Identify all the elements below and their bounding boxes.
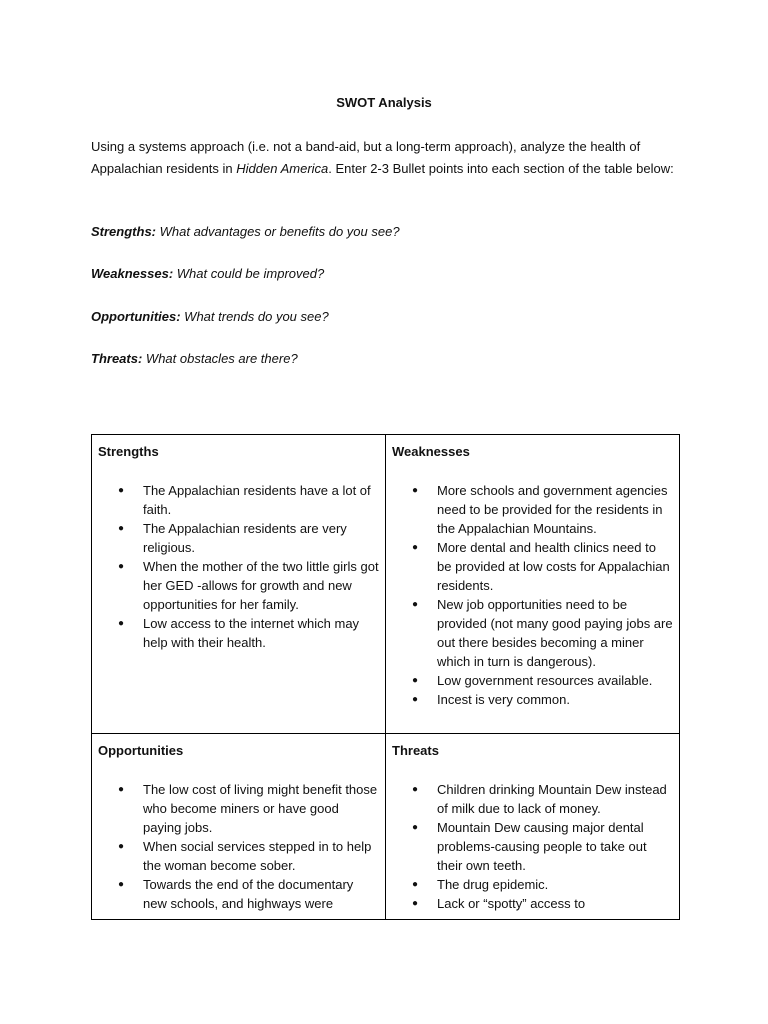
list-item <box>98 837 379 875</box>
list-item <box>392 894 673 913</box>
prompt-question: What trends do you see? <box>184 309 329 324</box>
strengths-list <box>98 481 379 652</box>
list-item <box>392 818 673 875</box>
list-item-text: The low cost of living might benefit those who become miners or have good paying jobs. <box>143 782 378 835</box>
list-item <box>98 780 379 837</box>
list-item <box>98 557 379 614</box>
list-item-text: Low government resources available. <box>437 673 653 688</box>
opportunities-list <box>98 780 379 913</box>
table-row <box>92 435 680 734</box>
bullet-icon: ● <box>118 879 125 890</box>
prompt-weaknesses <box>91 263 691 284</box>
list-item <box>392 595 673 671</box>
list-item <box>392 481 673 538</box>
list-item <box>392 780 673 818</box>
list-item <box>392 671 673 690</box>
list-item <box>98 614 379 652</box>
prompt-question: What advantages or benefits do you see? <box>159 224 400 239</box>
page-title: SWOT Analysis <box>336 95 432 110</box>
bullet-icon: ● <box>412 822 419 833</box>
list-item-text: Low access to the internet which may help with their health. <box>143 616 360 650</box>
prompt-label: Threats: <box>91 351 143 366</box>
list-item <box>392 690 673 709</box>
list-item <box>98 519 379 557</box>
bullet-icon: ● <box>118 784 125 795</box>
list-item-text: Lack or “spotty” access to <box>437 896 586 911</box>
bullet-icon: ● <box>118 485 125 496</box>
list-item-text: Incest is very common. <box>437 692 570 707</box>
prompt-threats <box>91 348 691 369</box>
prompt-strengths <box>91 221 691 242</box>
intro-text-start: Using a systems approach (i.e. not a band-aid, but a long-term approach), analyze the health of Appalachian residents in <box>91 139 641 176</box>
bullet-icon: ● <box>412 694 419 705</box>
list-item-text: More schools and government agencies need to be provided for the residents in the Appalachian Mountains. <box>437 483 668 536</box>
bullet-icon: ● <box>412 485 419 496</box>
bullet-icon: ● <box>118 618 125 629</box>
bullet-icon: ● <box>412 599 419 610</box>
list-item-text: Mountain Dew causing major dental problems-causing people to take out their own teeth. <box>437 820 647 873</box>
bullet-icon: ● <box>412 898 419 909</box>
list-item-text: New job opportunities need to be provided (not many good paying jobs are out there besides becoming a miner which in turn is dangerous). <box>437 597 673 669</box>
opportunities-heading: Opportunities <box>98 743 184 758</box>
bullet-icon: ● <box>412 784 419 795</box>
strengths-cell <box>92 435 386 734</box>
weaknesses-cell <box>386 435 680 734</box>
prompt-label: Opportunities: <box>91 309 181 324</box>
list-item <box>392 538 673 595</box>
bullet-icon: ● <box>412 675 419 686</box>
threats-cell <box>386 734 680 920</box>
prompt-question: What could be improved? <box>176 266 325 281</box>
weaknesses-heading: Weaknesses <box>392 444 470 459</box>
threats-list <box>392 780 673 913</box>
threats-heading: Threats <box>392 743 439 758</box>
list-item-text: When the mother of the two little girls got her GED -allows for growth and new opportunities for her family. <box>143 559 379 612</box>
prompt-opportunities <box>91 306 691 327</box>
list-item-text: When social services stepped in to help the woman become sober. <box>143 839 372 873</box>
list-item-text: Children drinking Mountain Dew instead of milk due to lack of money. <box>437 782 667 816</box>
bullet-icon: ● <box>118 841 125 852</box>
list-item <box>392 875 673 894</box>
bullet-icon: ● <box>412 879 419 890</box>
list-item-text: The Appalachian residents have a lot of faith. <box>143 483 371 517</box>
prompt-question: What obstacles are there? <box>145 351 298 366</box>
list-item <box>98 875 379 913</box>
list-item-text: Towards the end of the documentary new schools, and highways were <box>143 877 354 911</box>
table-row <box>92 734 680 920</box>
list-item-text: The drug epidemic. <box>437 877 549 892</box>
strengths-heading: Strengths <box>98 444 159 459</box>
intro-film-title: Hidden America <box>236 160 329 176</box>
list-item-text: More dental and health clinics need to be provided at low costs for Appalachian residents. <box>437 540 670 593</box>
prompt-label: Weaknesses: <box>91 266 174 281</box>
intro-paragraph <box>91 136 691 179</box>
swot-table <box>91 434 680 920</box>
bullet-icon: ● <box>118 523 125 534</box>
list-item-text: The Appalachian residents are very religious. <box>143 521 347 555</box>
intro-text-end: . Enter 2-3 Bullet points into each section of the table below: <box>328 160 674 176</box>
bullet-icon: ● <box>412 542 419 553</box>
bullet-icon: ● <box>118 561 125 572</box>
prompt-label: Strengths: <box>91 224 156 239</box>
opportunities-cell <box>92 734 386 920</box>
list-item <box>98 481 379 519</box>
weaknesses-list <box>392 481 673 709</box>
